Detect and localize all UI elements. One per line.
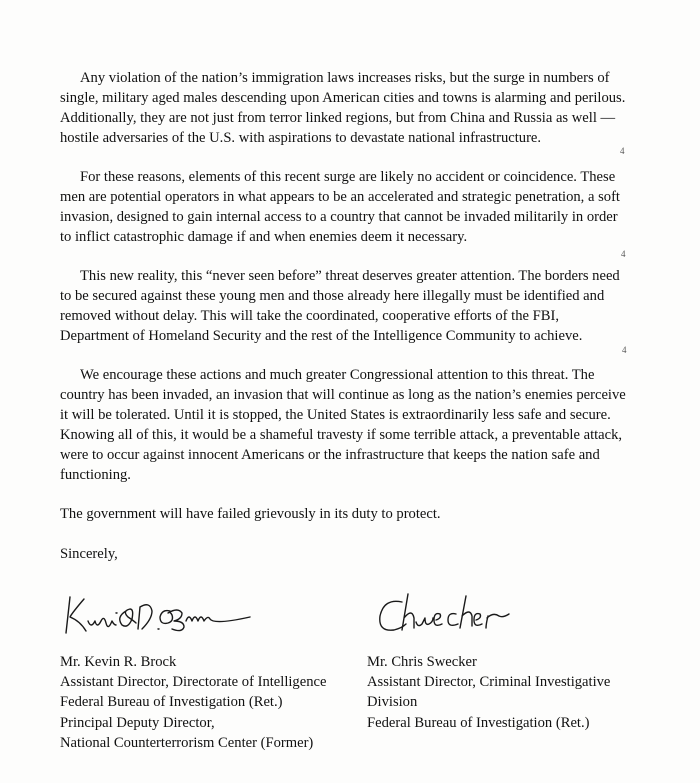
paragraph-3 bbox=[60, 266, 638, 346]
closing-statement: The government will have failed grievously in its duty to protect. bbox=[60, 506, 441, 522]
signatory-title: National Counterterrorism Center (Former) bbox=[60, 734, 314, 751]
text-line: single, military aged males descending upon American cities and towns is alarming and perilous. bbox=[60, 90, 626, 106]
signature-brock-image bbox=[58, 585, 288, 645]
signatory-title: Assistant Director, Criminal Investigative bbox=[367, 674, 611, 691]
text-line: We encourage these actions and much greater Congressional attention to this threat. The bbox=[80, 367, 595, 383]
text-line: Knowing all of this, it would be a shameful travesty if some terrible attack, a preventable attack, bbox=[60, 427, 623, 443]
margin-mark: 4 bbox=[621, 249, 626, 259]
text-line: Department of Homeland Security and the rest of the Intelligence Community to achieve. bbox=[60, 328, 583, 344]
margin-mark: 4 bbox=[620, 146, 625, 156]
signatory-name: Mr. Chris Swecker bbox=[367, 654, 477, 670]
signature-swecker-image bbox=[372, 588, 522, 648]
text-line: Additionally, they are not just from terror linked regions, but from China and Russia as well — bbox=[60, 110, 616, 126]
text-line: to inflict catastrophic damage if and when enemies deem it necessary. bbox=[60, 229, 468, 245]
text-line: For these reasons, elements of this recent surge are likely no accident or coincidence. These bbox=[80, 169, 616, 185]
letter-body bbox=[60, 68, 638, 584]
text-line: invasion, designed to gain internal access to a country that cannot be invaded militarily in order bbox=[60, 209, 618, 225]
signatory-brock bbox=[60, 652, 326, 753]
text-line: This new reality, this “never seen before” threat deserves greater attention. The borders need bbox=[80, 268, 620, 284]
signatory-title: Division bbox=[367, 694, 418, 711]
signatory-name: Mr. Kevin R. Brock bbox=[60, 654, 177, 670]
text-line: removed without delay. This will take the coordinated, cooperative efforts of the FBI, bbox=[60, 308, 560, 324]
signatory-title: Assistant Director, Directorate of Intelligence bbox=[60, 674, 327, 691]
signatory-swecker bbox=[367, 652, 610, 733]
paragraph-1 bbox=[60, 68, 638, 148]
signatory-title: Principal Deputy Director, bbox=[60, 714, 215, 731]
signatory-title: Federal Bureau of Investigation (Ret.) bbox=[367, 714, 590, 731]
paragraph-4 bbox=[60, 365, 638, 485]
text-line: country has been invaded, an invasion that will continue as long as the nation’s enemies perceive bbox=[60, 387, 626, 403]
text-line: functioning. bbox=[60, 467, 131, 483]
text-line: Any violation of the nation’s immigration laws increases risks, but the surge in numbers of bbox=[80, 70, 610, 86]
valediction: Sincerely, bbox=[60, 546, 118, 562]
text-line: hostile adversaries of the U.S. with aspirations to devastate national infrastructure. bbox=[60, 130, 542, 146]
text-line: were to occur against innocent Americans or the infrastructure that keeps the nation safe and bbox=[60, 447, 600, 463]
text-line: to be secured against these young men and those already here illegally must be identified and bbox=[60, 288, 605, 304]
text-line: men are potential operators in what appears to be an accelerated and strategic penetration, a soft bbox=[60, 189, 620, 205]
signatory-title: Federal Bureau of Investigation (Ret.) bbox=[60, 694, 283, 711]
margin-mark: 4 bbox=[622, 345, 627, 355]
text-line: it will be tolerated. Until it is stopped, the United States is extraordinarily less safe and secure. bbox=[60, 407, 611, 423]
paragraph-2 bbox=[60, 167, 638, 247]
